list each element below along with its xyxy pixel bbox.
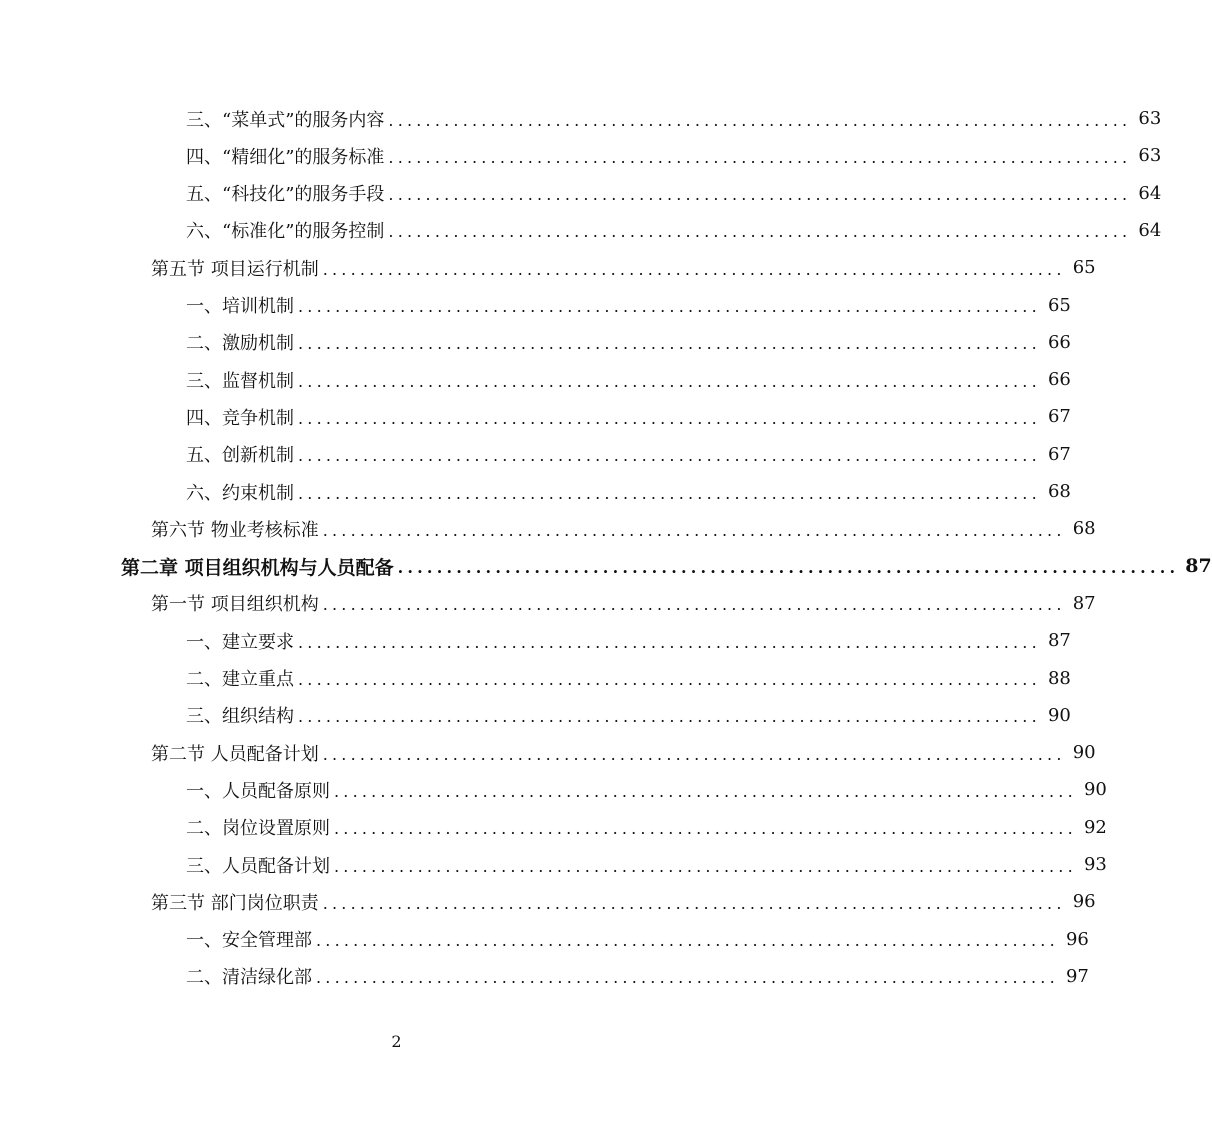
toc-entry-page: 90: [1083, 779, 1107, 801]
toc-dot-leader: ................................................................................: [298, 446, 1041, 466]
toc-entry[interactable]: [151, 734, 1096, 771]
toc-entry[interactable]: [186, 212, 1162, 249]
toc-entry-label: 第五节 项目运行机制: [151, 258, 319, 280]
toc-entry-page: 63: [1138, 108, 1162, 129]
toc-dot-leader: ................................................................................: [322, 744, 1066, 764]
toc-entry-label: 六、约束机制: [186, 482, 294, 504]
toc-entry-label: 第六节 物业考核标准: [151, 519, 319, 541]
toc-entry-page: 63: [1138, 145, 1162, 167]
toc-entry[interactable]: [151, 510, 1096, 547]
toc-entry-page: 64: [1138, 219, 1162, 241]
toc-entry[interactable]: [186, 398, 1071, 435]
toc-dot-leader: ................................................................................: [388, 222, 1132, 242]
toc-dot-leader: ................................................................................: [298, 707, 1041, 727]
toc-entry-page: 97: [1065, 965, 1089, 987]
toc-entry-page: 96: [1072, 891, 1096, 913]
toc-entry-page: 65: [1047, 294, 1071, 316]
toc-dot-leader: ................................................................................: [397, 558, 1180, 578]
toc-entry[interactable]: [186, 436, 1071, 473]
toc-entry-label: 一、培训机制: [186, 296, 294, 317]
toc-dot-leader: ................................................................................: [298, 408, 1041, 428]
toc-dot-leader: ................................................................................: [322, 893, 1066, 913]
toc-entry-label: 四、“精细化”的服务标准: [186, 146, 385, 168]
toc-entry-label: 一、人员配备原则: [186, 780, 330, 802]
toc-entry-page: 65: [1072, 257, 1096, 279]
toc-entry-label: 第二章 项目组织机构与人员配备: [121, 556, 394, 579]
toc-entry-label: 第二节 人员配备计划: [151, 743, 319, 765]
toc-dot-leader: ................................................................................: [322, 259, 1066, 279]
toc-entry[interactable]: [186, 921, 1089, 958]
toc-entry-page: 87: [1072, 592, 1096, 614]
toc-entry-page: 64: [1138, 182, 1162, 204]
toc-entry-page: 66: [1047, 369, 1071, 391]
toc-dot-leader: ................................................................................: [298, 297, 1041, 316]
toc-entry-page: 87: [1185, 555, 1212, 578]
toc-entry-page: 66: [1047, 331, 1071, 353]
toc-entry[interactable]: [186, 622, 1071, 659]
toc-entry-label: 一、安全管理部: [186, 930, 312, 952]
toc-entry-page: 67: [1047, 443, 1071, 465]
toc-entry-label: 一、建立要求: [186, 631, 294, 653]
toc-entry-label: 三、组织结构: [186, 706, 294, 728]
toc-dot-leader: ................................................................................: [388, 185, 1132, 205]
toc-dot-leader: ................................................................................: [298, 371, 1041, 391]
toc-entry-page: 90: [1047, 704, 1071, 726]
toc-entry[interactable]: [186, 361, 1071, 398]
toc-entry[interactable]: [151, 883, 1096, 920]
toc-entry[interactable]: [186, 175, 1162, 212]
toc-entry[interactable]: [186, 846, 1107, 883]
toc-entry[interactable]: [186, 660, 1071, 697]
toc-dot-leader: ................................................................................: [322, 595, 1066, 615]
toc-entry-page: 93: [1083, 854, 1107, 875]
toc-dot-leader: ................................................................................: [388, 110, 1132, 130]
toc-entry[interactable]: [186, 771, 1107, 808]
toc-entry-page: 67: [1047, 406, 1071, 428]
toc-entry[interactable]: [186, 324, 1071, 361]
toc-entry[interactable]: [186, 697, 1071, 734]
toc-entry[interactable]: [186, 137, 1162, 174]
toc-dot-leader: ................................................................................: [322, 520, 1066, 540]
toc-dot-leader: ................................................................................: [388, 147, 1132, 167]
toc-entry-page: 88: [1047, 667, 1071, 689]
toc-dot-leader: ................................................................................: [298, 670, 1041, 689]
toc-dot-leader: ................................................................................: [298, 334, 1041, 354]
toc-entry-page: 96: [1065, 928, 1089, 950]
toc-entry-label: 五、“科技化”的服务手段: [186, 184, 385, 206]
page-number: 2: [391, 1032, 402, 1051]
toc-dot-leader: ................................................................................: [298, 632, 1041, 652]
toc-entry[interactable]: [186, 958, 1089, 995]
toc-dot-leader: ................................................................................: [316, 968, 1059, 988]
toc-entry-label: 二、清洁绿化部: [186, 967, 312, 989]
toc-entry-label: 三、人员配备计划: [186, 855, 330, 877]
toc-entry[interactable]: [121, 548, 1212, 585]
toc-dot-leader: ................................................................................: [334, 819, 1077, 839]
toc-entry[interactable]: [186, 287, 1071, 324]
toc-entry-page: 68: [1047, 481, 1071, 502]
toc-entry[interactable]: [186, 100, 1162, 137]
toc-entry-label: 三、“菜单式”的服务内容: [186, 109, 385, 131]
toc-entry-label: 二、激励机制: [186, 333, 294, 355]
toc-entry[interactable]: [151, 585, 1096, 622]
toc-entry[interactable]: [186, 473, 1071, 510]
toc-entry-label: 第三节 部门岗位职责: [151, 892, 319, 914]
toc-entry[interactable]: [186, 809, 1107, 846]
toc-entry-label: 二、岗位设置原则: [186, 818, 330, 840]
toc-entry-page: 87: [1047, 630, 1071, 652]
toc-entry-label: 三、监督机制: [186, 370, 294, 392]
toc-entry-label: 六、“标准化”的服务控制: [186, 221, 385, 243]
toc-dot-leader: ................................................................................: [334, 781, 1077, 801]
toc-dot-leader: ................................................................................: [334, 856, 1077, 876]
toc-entry[interactable]: [151, 249, 1096, 286]
toc-dot-leader: ................................................................................: [298, 483, 1041, 503]
toc-dot-leader: ................................................................................: [316, 931, 1059, 951]
toc-entry-label: 五、创新机制: [186, 445, 294, 467]
toc-entry-label: 第一节 项目组织机构: [151, 594, 319, 616]
toc-entry-label: 四、竞争机制: [186, 407, 294, 429]
toc-entry-page: 68: [1072, 518, 1096, 540]
toc-entry-page: 92: [1083, 816, 1107, 838]
toc-entry-label: 二、建立重点: [186, 669, 294, 690]
toc-entry-page: 90: [1072, 742, 1096, 764]
